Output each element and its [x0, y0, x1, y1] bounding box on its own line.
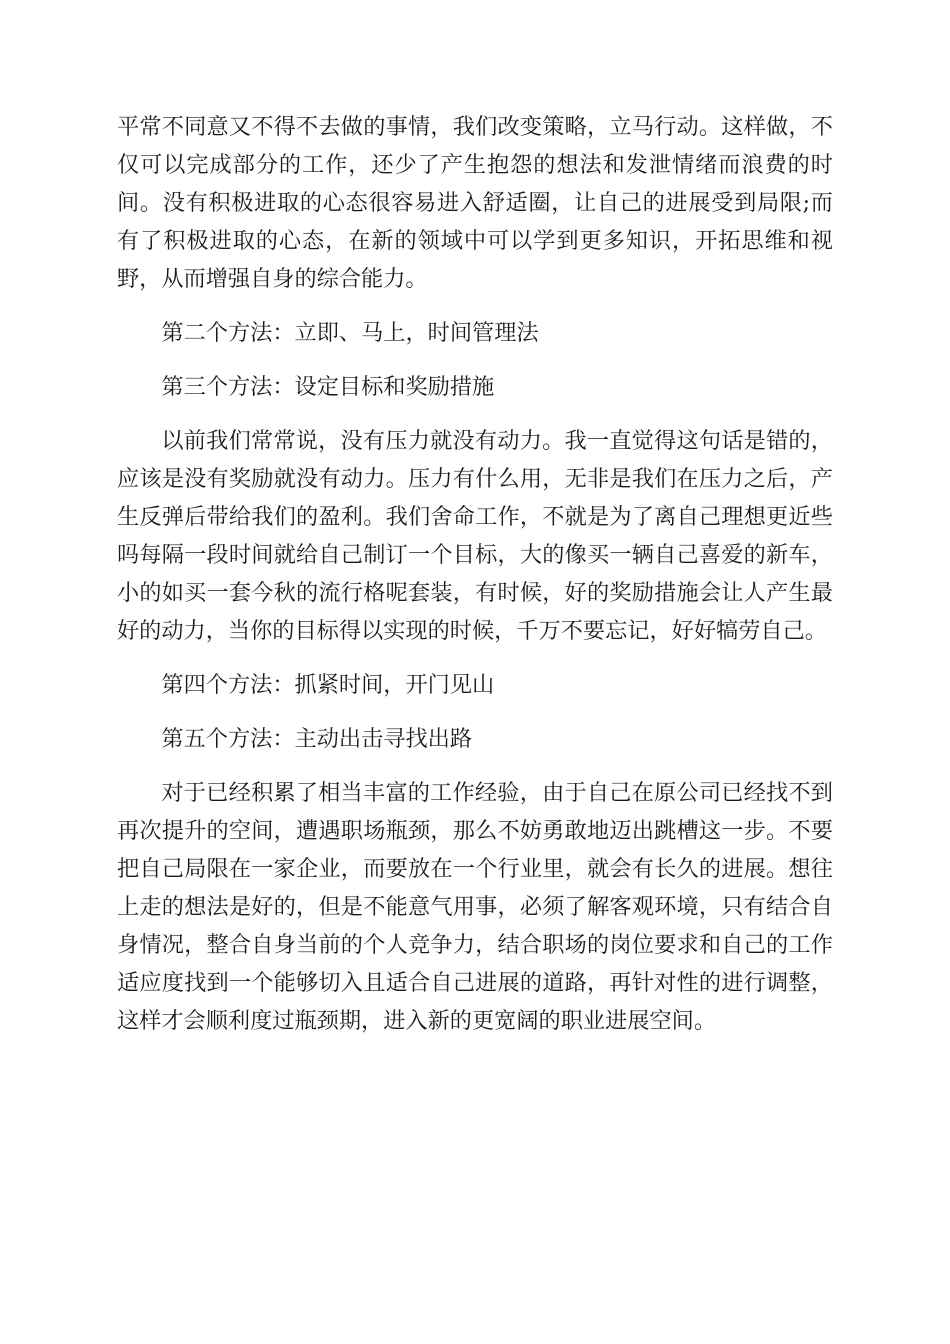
paragraph-continued: 平常不同意又不得不去做的事情，我们改变策略，立马行动。这样做，不仅可以完成部分的工作，还少了产生抱怨的想法和发泄情绪而浪费的时间。没有积极进取的心态很容易进入舒适圈，让自己的进展受到局限;而有了积极进取的心态，在新的领域中可以学到更多知识，开拓思维和视野，从而增强自身的综合能力。	[117, 114, 833, 292]
heading-method-four: 第四个方法：抓紧时间，开门见山	[161, 672, 495, 698]
document-body	[117, 108, 833, 1056]
heading-method-three: 第三个方法：设定目标和奖励措施	[161, 374, 495, 400]
paragraph-rewards: 以前我们常常说，没有压力就没有动力。我一直觉得这句话是错的，应该是没有奖励就没有动力。压力有什么用，无非是我们在压力之后，产生反弹后带给我们的盈利。我们舍命工作，不就是为了离自己理想更近些吗每隔一段时间就给自己制订一个目标，大的像买一辆自己喜爱的新车，小的如买一套今秋的流行格呢套装，有时候，好的奖励措施会让人产生最好的动力，当你的目标得以实现的时候，千万不要忘记，好好犒劳自己。	[117, 428, 833, 644]
heading-method-five: 第五个方法：主动出击寻找出路	[161, 726, 473, 752]
paragraph-career-move: 对于已经积累了相当丰富的工作经验，由于自己在原公司已经找不到再次提升的空间，遭遇职场瓶颈，那么不妨勇敢地迈出跳槽这一步。不要把自己局限在一家企业，而要放在一个行业里，就会有长久的进展。想往上走的想法是好的，但是不能意气用事，必须了解客观环境，只有结合自身情况，整合自身当前的个人竞争力，结合职场的岗位要求和自己的工作适应度找到一个能够切入且适合自己进展的道路，再针对性的进行调整，这样才会顺利度过瓶颈期，进入新的更宽阔的职业进展空间。	[117, 780, 833, 1034]
heading-method-two: 第二个方法：立即、马上，时间管理法	[161, 320, 539, 346]
